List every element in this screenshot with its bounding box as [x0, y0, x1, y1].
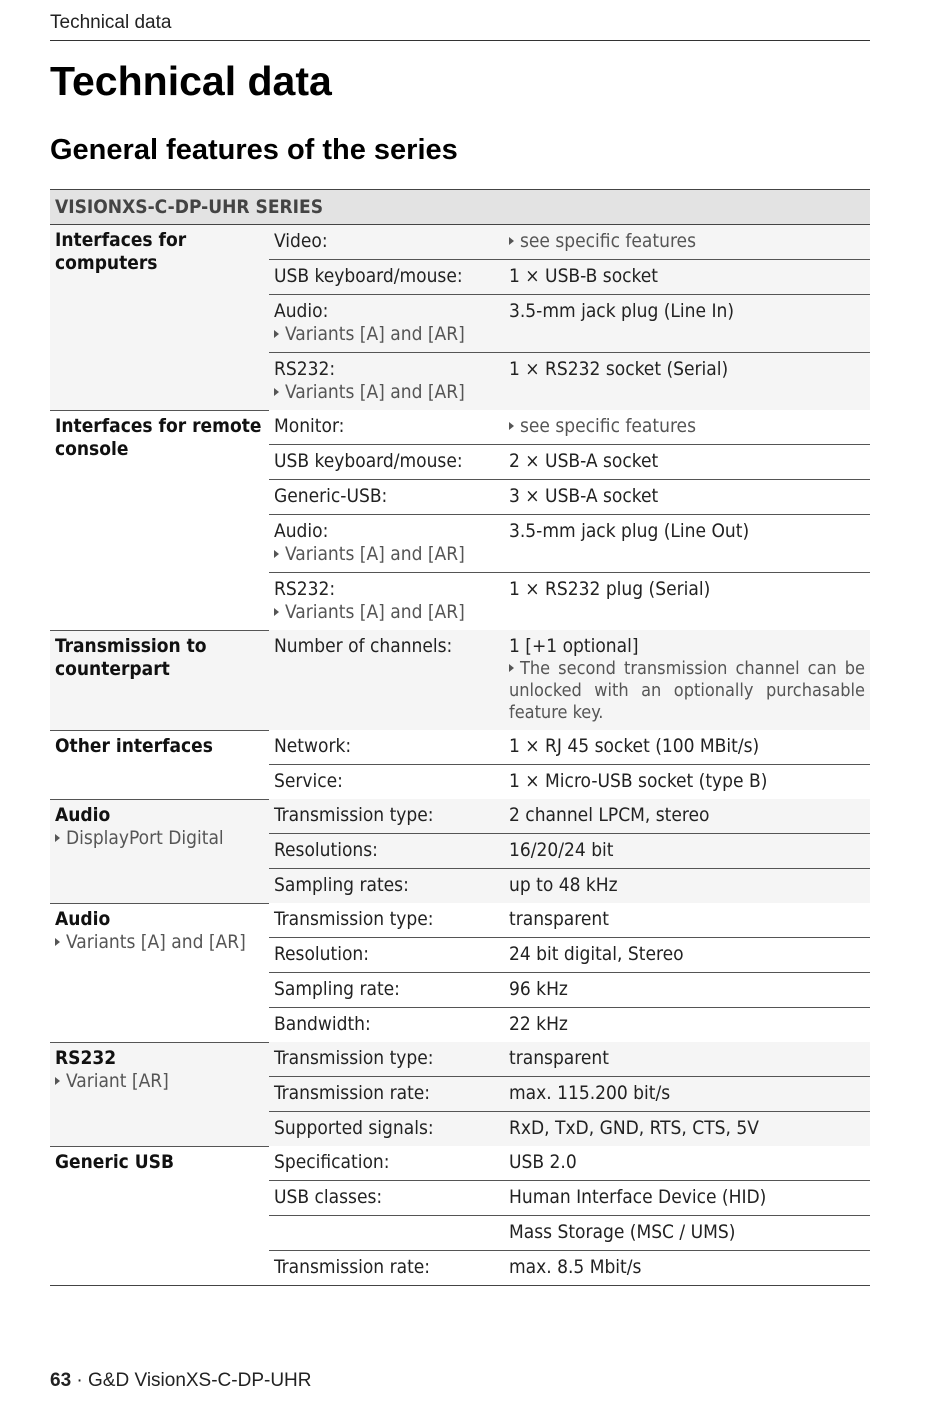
triangle-bullet-icon [274, 388, 279, 396]
spec-key-text: Resolutions: [274, 839, 378, 861]
spec-key [269, 295, 504, 353]
spec-key-text: Resolution: [274, 943, 369, 965]
spec-key-text: Transmission type: [274, 908, 434, 930]
group-subtitle [55, 1070, 264, 1093]
spec-key-note-text: Variants [A] and [AR] [285, 543, 465, 565]
spec-value-text: 2 × USB-A socket [509, 450, 659, 472]
spec-key-text: Bandwidth: [274, 1013, 371, 1035]
spec-value-text: max. 115.200 bit/s [509, 1082, 671, 1104]
spec-key-text: Number of channels: [274, 635, 453, 657]
table-row [50, 903, 870, 938]
spec-key-note [274, 323, 499, 346]
spec-value [504, 938, 870, 973]
spec-value-text: 24 bit digital, Stereo [509, 943, 684, 965]
triangle-bullet-icon [509, 664, 514, 672]
spec-key-note [274, 381, 499, 404]
spec-value [504, 903, 870, 938]
spec-key [269, 1146, 504, 1181]
page-number: 63 [50, 1370, 72, 1391]
spec-value [504, 295, 870, 353]
spec-key [269, 938, 504, 973]
spec-value-text: 1 × RJ 45 socket (100 MBit/s) [509, 735, 760, 757]
spec-value-text: 1 × Micro-USB socket (type B) [509, 770, 768, 792]
spec-value-text: 3.5-mm jack plug (Line In) [509, 300, 735, 322]
triangle-bullet-icon [509, 237, 514, 245]
spec-value-text: USB 2.0 [509, 1151, 577, 1173]
spec-value [504, 1251, 870, 1286]
spec-key-text: Supported signals: [274, 1117, 434, 1139]
spec-value-text: 22 kHz [509, 1013, 568, 1035]
spec-key-text: Transmission rate: [274, 1082, 431, 1104]
group-title: Transmission to counterpart [55, 634, 207, 680]
spec-value [504, 869, 870, 904]
spec-value-text: max. 8.5 Mbit/s [509, 1256, 642, 1278]
triangle-bullet-icon [274, 330, 279, 338]
spec-key [269, 1216, 504, 1251]
spec-table [50, 189, 870, 1286]
spec-value [504, 480, 870, 515]
triangle-bullet-icon [55, 834, 60, 842]
spec-key [269, 799, 504, 834]
spec-key [269, 260, 504, 295]
spec-key [269, 630, 504, 730]
spec-key [269, 869, 504, 904]
triangle-bullet-icon [509, 422, 514, 430]
spec-value [504, 730, 870, 765]
table-row [50, 225, 870, 260]
page-title: Technical data [50, 58, 332, 104]
spec-key [269, 1042, 504, 1077]
group-label [50, 799, 269, 903]
group-subtitle [55, 931, 264, 954]
group-label [50, 1146, 269, 1286]
spec-value [504, 573, 870, 631]
group-label [50, 630, 269, 730]
spec-value-text: RxD, TxD, GND, RTS, CTS, 5V [509, 1117, 759, 1139]
spec-key [269, 903, 504, 938]
spec-key-note-text: Variants [A] and [AR] [285, 381, 465, 403]
table-row [50, 410, 870, 445]
spec-value-text: transparent [509, 1047, 609, 1069]
spec-key-text: RS232: [274, 578, 336, 600]
spec-key-text: Monitor: [274, 415, 345, 437]
triangle-bullet-icon [55, 1077, 60, 1085]
spec-value [504, 1181, 870, 1216]
group-title: Audio [55, 803, 111, 826]
spec-key [269, 765, 504, 800]
group-title: Interfaces for remote console [55, 414, 262, 460]
spec-value [504, 1042, 870, 1077]
document-name: G&D VisionXS-C-DP-UHR [88, 1370, 312, 1391]
spec-value-text: 96 kHz [509, 978, 568, 1000]
spec-value [504, 260, 870, 295]
group-label [50, 730, 269, 799]
spec-key-text: USB keyboard/mouse: [274, 450, 463, 472]
spec-key [269, 445, 504, 480]
spec-value-text: see specific features [520, 230, 696, 252]
spec-value [504, 1146, 870, 1181]
table-row [50, 799, 870, 834]
spec-value [504, 515, 870, 573]
spec-key [269, 1112, 504, 1147]
spec-key-text: Network: [274, 735, 352, 757]
spec-value [504, 973, 870, 1008]
spec-key-note [274, 543, 499, 566]
spec-value-text: up to 48 kHz [509, 874, 618, 896]
spec-key [269, 1077, 504, 1112]
spec-key [269, 834, 504, 869]
table-row [50, 1146, 870, 1181]
spec-key-note-text: Variants [A] and [AR] [285, 601, 465, 623]
spec-value-note-text: The second transmission channel can be unlocked with an optionally purchasable feature key. [509, 658, 865, 723]
spec-key [269, 1251, 504, 1286]
group-label [50, 410, 269, 630]
triangle-bullet-icon [55, 938, 60, 946]
spec-key [269, 730, 504, 765]
spec-key-text: Specification: [274, 1151, 390, 1173]
spec-key-text: Sampling rates: [274, 874, 409, 896]
spec-value-text: 3 × USB-A socket [509, 485, 659, 507]
spec-value-text: 3.5-mm jack plug (Line Out) [509, 520, 750, 542]
spec-key-text: Video: [274, 230, 328, 252]
spec-key [269, 480, 504, 515]
spec-value-text: 1 × RS232 plug (Serial) [509, 578, 711, 600]
group-label [50, 903, 269, 1042]
spec-value [504, 1112, 870, 1147]
group-subtitle-text: Variant [AR] [66, 1069, 169, 1092]
group-label [50, 1042, 269, 1146]
spec-value-text: 1 × RS232 socket (Serial) [509, 358, 729, 380]
spec-value-text: Mass Storage (MSC / UMS) [509, 1221, 736, 1243]
spec-key-text: Audio: [274, 520, 329, 542]
spec-value [504, 765, 870, 800]
spec-key [269, 410, 504, 445]
spec-value-text: see specific features [520, 415, 696, 437]
spec-value-text: 2 channel LPCM, stereo [509, 804, 710, 826]
series-header: VISIONXS-C-DP-UHR SERIES [50, 190, 870, 225]
spec-value-text: 1 [+1 optional] [509, 635, 639, 657]
group-title: Generic USB [55, 1150, 174, 1173]
spec-key [269, 973, 504, 1008]
spec-key-text: USB classes: [274, 1186, 383, 1208]
spec-value-text: transparent [509, 908, 609, 930]
spec-value-text: 16/20/24 bit [509, 839, 614, 861]
spec-value [504, 799, 870, 834]
spec-key-text: RS232: [274, 358, 336, 380]
spec-value [504, 410, 870, 445]
group-title: Audio [55, 907, 111, 930]
spec-key [269, 515, 504, 573]
spec-value-note [509, 658, 865, 724]
spec-value [504, 445, 870, 480]
table-row [50, 730, 870, 765]
spec-key-note-text: Variants [A] and [AR] [285, 323, 465, 345]
spec-value [504, 353, 870, 411]
spec-key-text: Service: [274, 770, 343, 792]
spec-value [504, 1077, 870, 1112]
table-row [50, 630, 870, 730]
spec-key [269, 573, 504, 631]
group-subtitle-text: Variants [A] and [AR] [66, 930, 246, 953]
spec-value [504, 630, 870, 730]
group-title: Other interfaces [55, 734, 213, 757]
group-subtitle-text: DisplayPort Digital [66, 826, 224, 849]
spec-key [269, 1008, 504, 1043]
spec-key-text: Sampling rate: [274, 978, 400, 1000]
group-title: RS232 [55, 1046, 117, 1069]
group-subtitle [55, 827, 264, 850]
group-title: Interfaces for computers [55, 229, 187, 274]
spec-key-text: Audio: [274, 300, 329, 322]
spec-key-text: Transmission rate: [274, 1256, 431, 1278]
spec-value [504, 834, 870, 869]
spec-key-note [274, 601, 499, 624]
page-footer [50, 1370, 312, 1392]
section-title: General features of the series [50, 134, 458, 166]
table-row [50, 1042, 870, 1077]
running-header: Technical data [50, 12, 870, 41]
footer-separator: · [71, 1370, 89, 1391]
spec-key [269, 1181, 504, 1216]
spec-value-text: Human Interface Device (HID) [509, 1186, 767, 1208]
spec-value-text: 1 × USB-B socket [509, 265, 658, 287]
spec-key [269, 353, 504, 411]
group-label [50, 225, 269, 411]
triangle-bullet-icon [274, 608, 279, 616]
spec-value [504, 1216, 870, 1251]
triangle-bullet-icon [274, 550, 279, 558]
spec-key-text: Generic-USB: [274, 485, 388, 507]
spec-key [269, 225, 504, 260]
spec-value [504, 225, 870, 260]
spec-key-text: Transmission type: [274, 804, 434, 826]
spec-key-text: USB keyboard/mouse: [274, 265, 463, 287]
spec-value [504, 1008, 870, 1043]
spec-key-text: Transmission type: [274, 1047, 434, 1069]
